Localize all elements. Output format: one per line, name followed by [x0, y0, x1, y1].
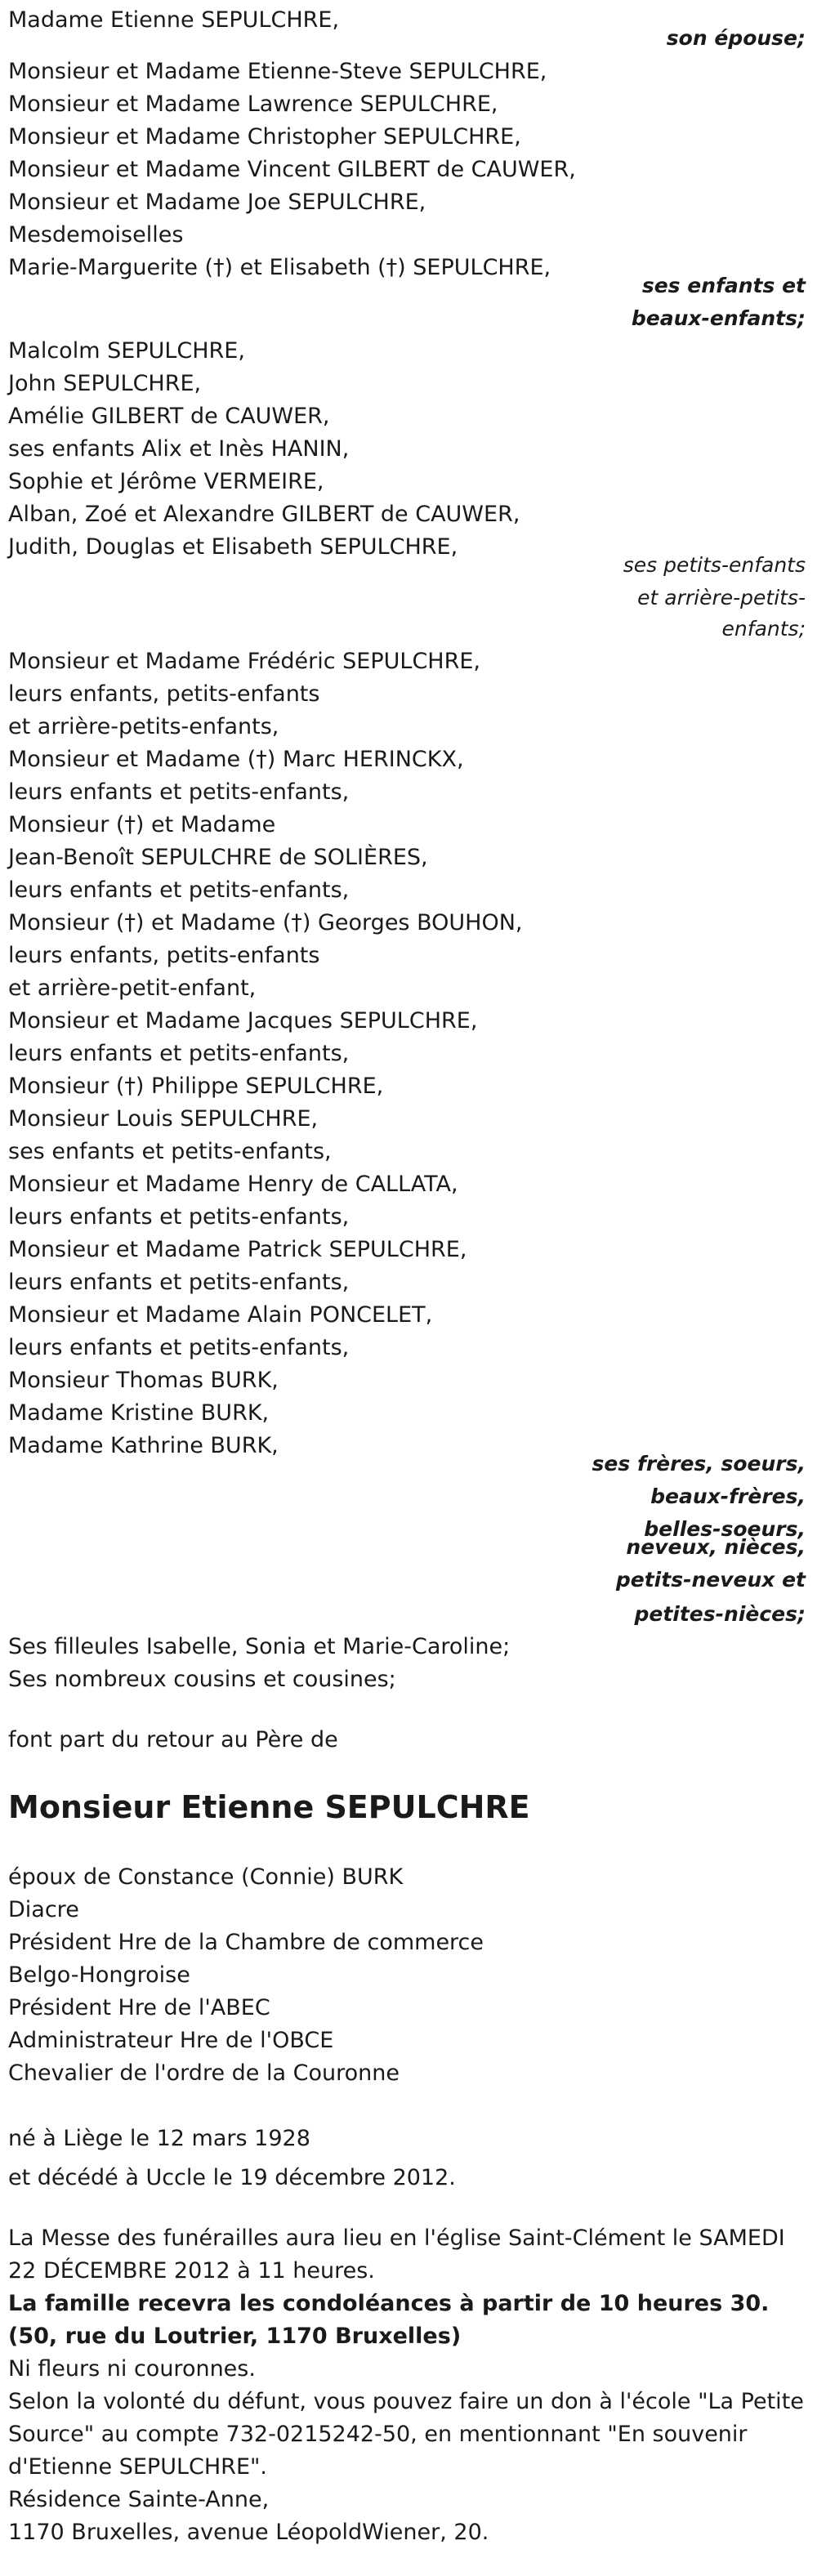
- list-item: Judith, Douglas et Elisabeth SEPULCHRE,: [8, 534, 458, 560]
- list-item: Malcolm SEPULCHRE,: [8, 338, 245, 364]
- list-item: leurs enfants et petits-enfants,: [8, 1204, 350, 1230]
- condolences-text: La famille recevra les condoléances à partir de 10 heures 30. (50, rue du Loutrier, 1170 Bruxelles): [8, 2291, 770, 2349]
- spouse-line: Madame Etienne SEPULCHRE,: [8, 7, 340, 33]
- title-item: Belgo-Hongroise: [8, 1962, 190, 1988]
- label-children-2: beaux-enfants;: [631, 306, 806, 330]
- list-item: leurs enfants et petits-enfants,: [8, 1041, 350, 1066]
- list-item: leurs enfants et petits-enfants,: [8, 1270, 350, 1295]
- list-item: Sophie et Jérôme VERMEIRE,: [8, 469, 324, 494]
- list-item: Monsieur et Madame Henry de CALLATA,: [8, 1172, 458, 1197]
- label-grandchildren-2: et arrière-petits-: [637, 586, 806, 609]
- label-children-1: ses enfants et: [641, 274, 806, 297]
- list-item: ses enfants Alix et Inès HANIN,: [8, 436, 350, 462]
- list-item: Monsieur et Madame Joe SEPULCHRE,: [8, 190, 426, 215]
- label-siblings-6: petites-nièces;: [634, 1602, 806, 1626]
- label-grandchildren-3: enfants;: [721, 617, 806, 641]
- list-item: Monsieur et Madame Lawrence SEPULCHRE,: [8, 92, 498, 117]
- list-item: et arrière-petit-enfant,: [8, 975, 257, 1001]
- list-item: Monsieur et Madame Vincent GILBERT de CAUWER,: [8, 157, 576, 182]
- label-siblings-1: ses frères, soeurs,: [592, 1452, 806, 1476]
- label-grandchildren-1: ses petits-enfants: [623, 553, 806, 577]
- list-item: Monsieur (†) et Madame: [8, 812, 276, 837]
- residence-line-2: 1170 Bruxelles, avenue LéopoldWiener, 20.: [8, 2520, 489, 2545]
- list-item: Marie-Marguerite (†) et Elisabeth (†) SEPULCHRE,: [8, 255, 551, 280]
- died-line: et décédé à Uccle le 19 décembre 2012.: [8, 2165, 456, 2190]
- list-item: Monsieur et Madame Frédéric SEPULCHRE,: [8, 649, 481, 674]
- list-item: Monsieur et Madame Jacques SEPULCHRE,: [8, 1008, 478, 1034]
- list-item: Monsieur et Madame (†) Marc HERINCKX,: [8, 747, 464, 772]
- title-item: Président Hre de l'ABEC: [8, 1995, 270, 2020]
- title-item: Administrateur Hre de l'OBCE: [8, 2028, 334, 2053]
- label-spouse: son épouse;: [666, 26, 806, 50]
- list-item: Monsieur Louis SEPULCHRE,: [8, 1106, 319, 1132]
- list-item: Mesdemoiselles: [8, 222, 184, 248]
- list-item: Monsieur et Madame Alain PONCELET,: [8, 1302, 433, 1328]
- list-item: Monsieur Thomas BURK,: [8, 1368, 279, 1393]
- list-item: leurs enfants et petits-enfants,: [8, 877, 350, 903]
- label-siblings-3: belles-soeurs,: [644, 1517, 806, 1541]
- funeral-text: La Messe des funérailles aura lieu en l'église Saint-Clément le SAMEDI 22 DÉCEMBRE 2012 à 11 heures.: [8, 2226, 785, 2284]
- list-item: John SEPULCHRE,: [8, 371, 202, 396]
- list-item: Jean-Benoît SEPULCHRE de SOLIÈRES,: [8, 845, 428, 870]
- announce-line: font part du retour au Père de: [8, 1727, 338, 1752]
- funeral-info: [8, 2222, 809, 2549]
- list-item: Monsieur et Madame Etienne-Steve SEPULCHRE,: [8, 59, 547, 84]
- title-item: Diacre: [8, 1897, 79, 1922]
- list-item: leurs enfants, petits-enfants: [8, 681, 320, 707]
- list-item: Madame Kathrine BURK,: [8, 1433, 279, 1458]
- born-line: né à Liège le 12 mars 1928: [8, 2126, 310, 2151]
- list-item: Monsieur et Madame Patrick SEPULCHRE,: [8, 1237, 467, 1262]
- list-item: Monsieur (†) et Madame (†) Georges BOUHON,: [8, 910, 523, 935]
- label-siblings-5: petits-neveux et: [615, 1568, 806, 1592]
- no-flowers-text: Ni fleurs ni couronnes.: [8, 2356, 256, 2382]
- list-item: et arrière-petits-enfants,: [8, 714, 279, 739]
- residence-line-1: Résidence Sainte-Anne,: [8, 2487, 270, 2512]
- list-item: Monsieur (†) Philippe SEPULCHRE,: [8, 1074, 384, 1099]
- title-item: Président Hre de la Chambre de commerce: [8, 1930, 484, 1955]
- deceased-name: Monsieur Etienne SEPULCHRE: [8, 1789, 530, 1825]
- title-item: époux de Constance (Connie) BURK: [8, 1864, 404, 1890]
- list-item: leurs enfants et petits-enfants,: [8, 1335, 350, 1360]
- others-cousins: Ses nombreux cousins et cousines;: [8, 1667, 396, 1692]
- label-siblings-2: beaux-frères,: [650, 1484, 806, 1508]
- label-siblings-4: neveux, nièces,: [626, 1535, 806, 1559]
- others-godchildren: Ses filleules Isabelle, Sonia et Marie-Caroline;: [8, 1634, 511, 1659]
- list-item: ses enfants et petits-enfants,: [8, 1139, 332, 1164]
- list-item: Alban, Zoé et Alexandre GILBERT de CAUWER,: [8, 502, 520, 527]
- list-item: Amélie GILBERT de CAUWER,: [8, 404, 330, 429]
- title-item: Chevalier de l'ordre de la Couronne: [8, 2060, 400, 2086]
- donation-text: Selon la volonté du défunt, vous pouvez faire un don à l'école "La Petite Source" au compte 732-0215242-50, en mentionnant "En souvenir d'Etienne SEPULCHRE".: [8, 2389, 804, 2480]
- list-item: Madame Kristine BURK,: [8, 1400, 270, 1426]
- list-item: leurs enfants, petits-enfants: [8, 943, 320, 968]
- list-item: leurs enfants et petits-enfants,: [8, 779, 350, 805]
- list-item: Monsieur et Madame Christopher SEPULCHRE,: [8, 124, 521, 150]
